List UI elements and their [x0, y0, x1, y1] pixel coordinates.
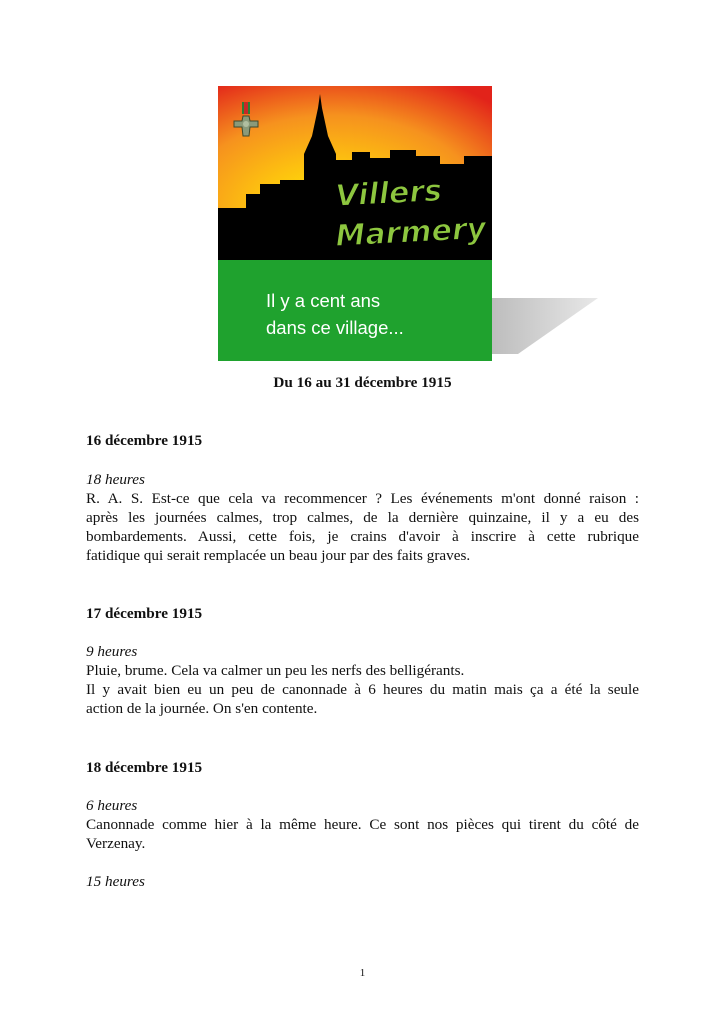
entry-time: 6 heures — [86, 797, 138, 814]
entry-text-line: fatidique qui serait remplacée un beau jour par des faits graves. — [86, 547, 471, 564]
village-logo — [218, 86, 598, 361]
entry-text-line: bombardements. Aussi, cette fois, je crains d'avoir à inscrire à cette rubrique — [86, 528, 639, 545]
entry-text-line: R. A. S. Est-ce que cela va recommencer ? Les événements m'ont donné raison : — [86, 490, 639, 507]
entry-text-line: après les journées calmes, trop calmes, de la dernière quinzaine, il y a eu des — [86, 509, 639, 526]
logo-title-line1: Villers — [334, 173, 443, 214]
logo-tagline-line1: Il y a cent ans — [266, 290, 381, 311]
entry-text-line: Verzenay. — [86, 835, 146, 852]
entry-text-line: Canonnade comme hier à la même heure. Ce sont nos pièces qui tirent du côté de — [86, 816, 639, 833]
entry-text-line: Pluie, brume. Cela va calmer un peu les nerfs des belligérants. — [86, 662, 465, 679]
entry-time: 18 heures — [86, 471, 145, 488]
entry-text-line: Il y avait bien eu un peu de canonnade à 6 heures du matin mais ça a été la seule — [86, 681, 639, 698]
document-subtitle: Du 16 au 31 décembre 1915 — [273, 374, 452, 391]
entry-time: 9 heures — [86, 643, 138, 660]
entry-date: 17 décembre 1915 — [86, 605, 203, 622]
logo-tagline-line2: dans ce village... — [266, 317, 404, 338]
logo-shadow — [492, 298, 598, 354]
page-number: 1 — [359, 967, 366, 979]
entry-date: 18 décembre 1915 — [86, 759, 203, 776]
logo-title-line2: Marmery — [334, 211, 488, 254]
entry-text-line: action de la journée. On s'en contente. — [86, 700, 318, 717]
entry-time: 15 heures — [86, 873, 145, 890]
entry-date: 16 décembre 1915 — [86, 432, 203, 449]
